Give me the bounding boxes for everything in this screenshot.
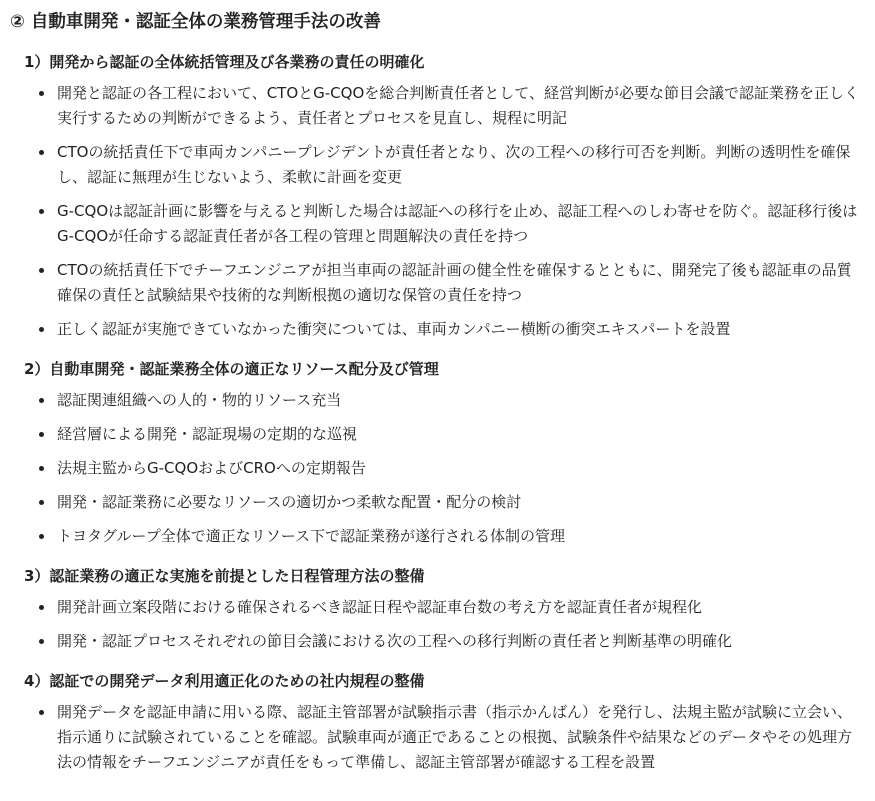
bullet-list xyxy=(0,595,875,654)
list-item-text: 経営層による開発・認証現場の定期的な巡視 xyxy=(57,425,358,443)
list-item-text: 認証関連組織への人的・物的リソース充当 xyxy=(57,391,342,409)
list-item-text: CTOの統括責任下でチーフエンジニアが担当車両の認証計画の健全性を確保するとともに、開発完了後も認証車の品質確保の責任と試験結果や技術的な判断根拠の適切な保管の責任を持つ xyxy=(57,261,852,304)
bullet-list xyxy=(0,700,875,775)
list-item xyxy=(0,388,875,413)
section-heading: 3）認証業務の適正な実施を前提とした日程管理方法の整備 xyxy=(24,567,425,585)
list-item xyxy=(0,199,875,249)
section-2 xyxy=(0,358,875,549)
list-item-text: 開発・認証業務に必要なリソースの適切かつ柔軟な配置・配分の検討 xyxy=(57,493,522,511)
list-item-text: 開発と認証の各工程において、CTOとG-CQOを総合判断責任者として、経営判断が必要な節目会議で認証業務を正しく実行するための判断ができるよう、責任者とプロセスを見直し、規程に明記 xyxy=(57,84,859,127)
bullet-list xyxy=(0,388,875,549)
list-item xyxy=(0,317,875,342)
list-item-text: 法規主監からG-CQOおよびCROへの定期報告 xyxy=(57,459,366,477)
list-item xyxy=(0,258,875,308)
list-item-text: 正しく認証が実施できていなかった衝突については、車両カンパニー横断の衝突エキスパートを設置 xyxy=(57,320,731,338)
section-heading: 1）開発から認証の全体統括管理及び各業務の責任の明確化 xyxy=(24,53,425,71)
list-item-text: 開発データを認証申請に用いる際、認証主管部署が試験指示書（指示かんばん）を発行し、法規主監が試験に立会い、指示通りに試験されていることを確認。試験車両が適正であることの根拠、試験条件や結果などのデータやその処理方法の情報をチーフエンジニアが責任をもって準備し、認証主管部署が確認する工程を設置 xyxy=(57,703,853,771)
list-item xyxy=(0,490,875,515)
list-item-text: 開発計画立案段階における確保されるべき認証日程や認証車台数の考え方を認証責任者が規程化 xyxy=(57,598,703,616)
section-3 xyxy=(0,565,875,654)
list-item-text: CTOの統括責任下で車両カンパニープレジデントが責任者となり、次の工程への移行可否を判断。判断の透明性を確保し、認証に無理が生じないよう、柔軟に計画を変更 xyxy=(57,143,851,186)
list-item xyxy=(0,595,875,620)
list-item-text: トヨタグループ全体で適正なリソース下で認証業務が遂行される体制の管理 xyxy=(57,527,566,545)
list-item xyxy=(0,629,875,654)
list-item xyxy=(0,700,875,775)
section-heading: 4）認証での開発データ利用適正化のための社内規程の整備 xyxy=(24,672,425,690)
bullet-list xyxy=(0,81,875,342)
list-item xyxy=(0,81,875,131)
document-title: ② 自動車開発・認証全体の業務管理手法の改善 xyxy=(10,12,381,32)
section-heading: 2）自動車開発・認証業務全体の適正なリソース配分及び管理 xyxy=(24,360,439,378)
section-1 xyxy=(0,51,875,342)
section-4 xyxy=(0,670,875,775)
list-item xyxy=(0,524,875,549)
list-item xyxy=(0,422,875,447)
list-item xyxy=(0,140,875,190)
list-item-text: 開発・認証プロセスそれぞれの節目会議における次の工程への移行判断の責任者と判断基準の明確化 xyxy=(57,632,733,650)
list-item xyxy=(0,456,875,481)
list-item-text: G-CQOは認証計画に影響を与えると判断した場合は認証への移行を止め、認証工程へのしわ寄せを防ぐ。認証移行後はG-CQOが任命する認証責任者が各工程の管理と問題解決の責任を持つ xyxy=(57,202,858,245)
